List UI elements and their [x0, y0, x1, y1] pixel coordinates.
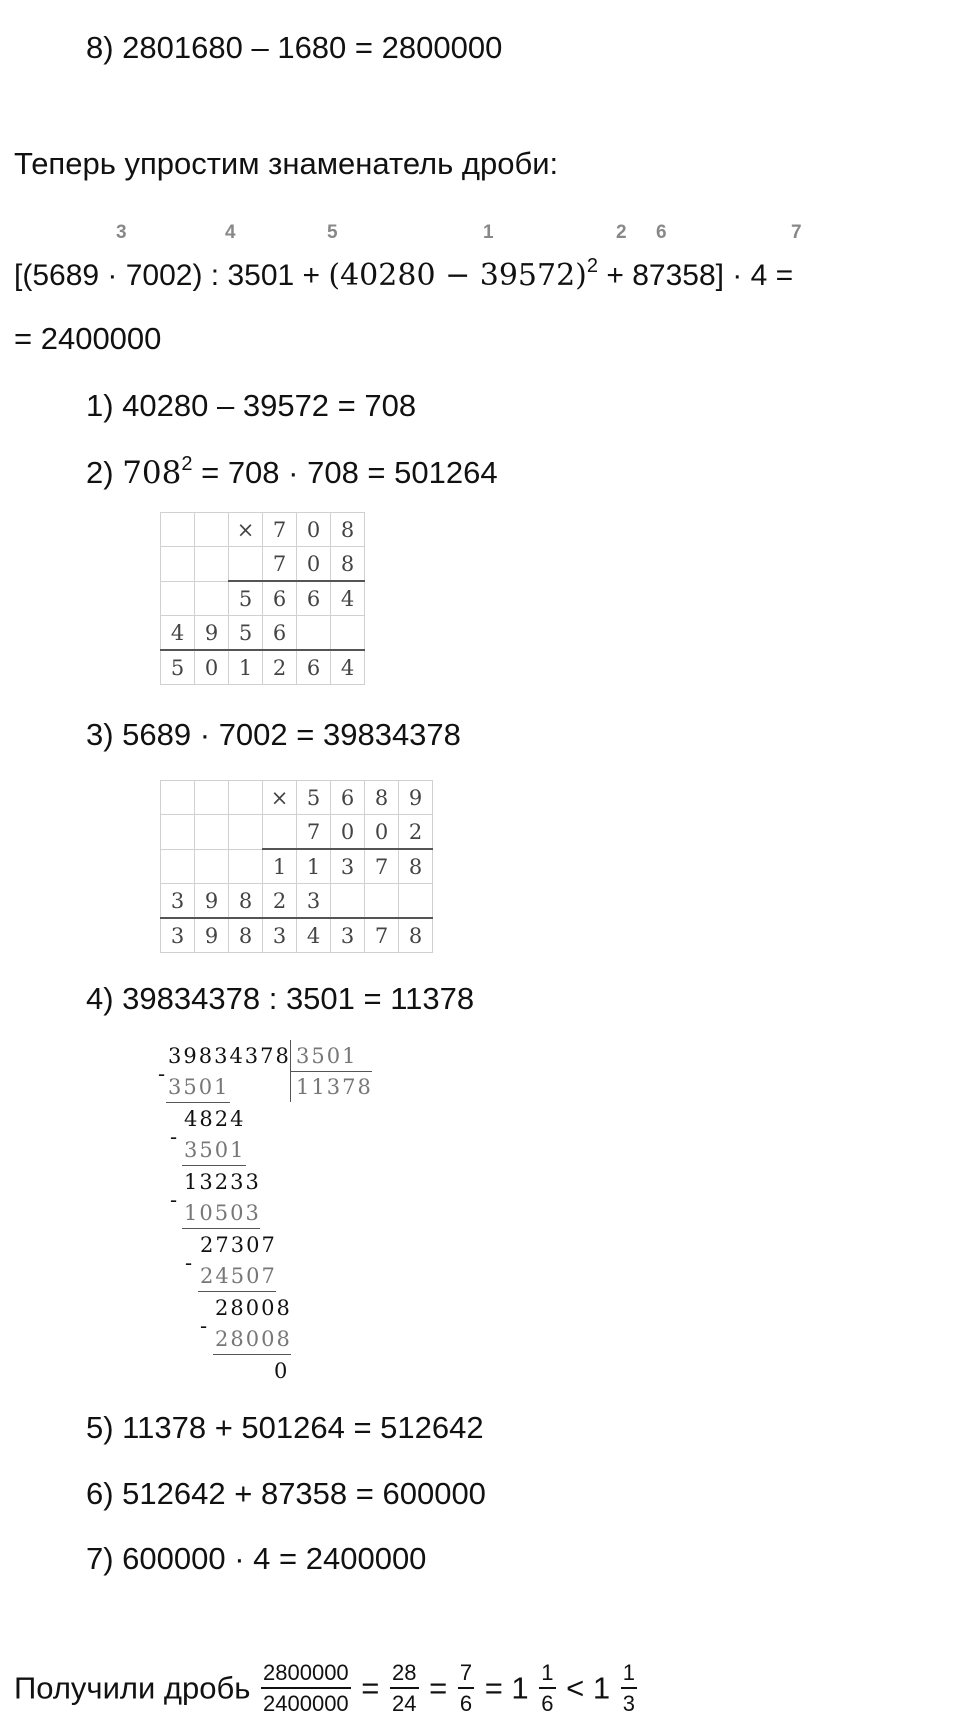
- order-mark: 1: [483, 222, 494, 243]
- grid-cell: 5: [229, 581, 263, 616]
- step-6: 6) 512642 + 87358 = 600000: [86, 1476, 486, 1511]
- minus-sign: -: [185, 1251, 195, 1275]
- order-mark: 2: [616, 222, 627, 243]
- minus-sign: -: [170, 1188, 180, 1212]
- final-result: Получили дробь $\frac{2800000}{2400000}$ = $\frac{28}{24}$ = $\frac{7}{6}$ = 1 $\frac{1}{6}$ < 1 $\frac{1}{3}$: [14, 1660, 635, 1716]
- grid-cell: 8: [365, 781, 399, 815]
- grid-cell: 0: [297, 547, 331, 582]
- remainder: 28008: [215, 1296, 292, 1320]
- grid-cell: [229, 815, 263, 850]
- step-3: 3) 5689 · 7002 = 39834378: [86, 717, 461, 752]
- section-intro: Теперь упростим знаменатель дроби:: [14, 146, 559, 181]
- step-7: 7) 600000 · 4 = 2400000: [86, 1541, 427, 1576]
- base: 708: [122, 455, 182, 491]
- step-5: 5) 11378 + 501264 = 512642: [86, 1410, 484, 1445]
- grid-cell: 3: [161, 918, 195, 953]
- grid-cell: [161, 513, 195, 547]
- grid-cell: [229, 547, 263, 582]
- grid-cell: 5: [161, 650, 195, 685]
- order-mark: 7: [791, 222, 802, 243]
- remainder: 4824: [184, 1107, 246, 1131]
- grid-cell: 7: [365, 918, 399, 953]
- subtrahend: 3501: [184, 1138, 246, 1162]
- fraction: $\frac{1}{6}$: [541, 1660, 554, 1716]
- grid-cell: [161, 815, 195, 850]
- grid-cell: 1: [263, 849, 297, 884]
- exponent: 2: [181, 453, 193, 475]
- grid-cell: 3: [331, 849, 365, 884]
- expr-part: (40280 − 39572): [328, 258, 587, 293]
- step-4: 4) 39834378 : 3501 = 11378: [86, 981, 475, 1016]
- grid-cell: [331, 616, 365, 651]
- grid-cell: 6: [297, 581, 331, 616]
- grid-cell: ×: [229, 513, 263, 547]
- grid-cell: ×: [263, 781, 297, 815]
- fraction: $\frac{28}{24}$: [392, 1660, 417, 1716]
- grid-row: [161, 513, 365, 547]
- order-mark: 4: [225, 222, 236, 243]
- grid-cell: [365, 884, 399, 919]
- remainder: 13233: [184, 1170, 261, 1194]
- subtrahend: 10503: [184, 1201, 261, 1225]
- grid-cell: 4: [161, 616, 195, 651]
- grid-row: [161, 547, 365, 582]
- remainder: 27307: [200, 1233, 277, 1257]
- subtrahend: 24507: [200, 1264, 277, 1288]
- underline: [166, 1102, 230, 1103]
- grid-cell: 3: [263, 918, 297, 953]
- grid-cell: 2: [263, 884, 297, 919]
- fraction: $\frac{1}{3}$: [622, 1660, 635, 1716]
- grid-cell: 9: [195, 616, 229, 651]
- grid-cell: 4: [331, 581, 365, 616]
- grid-row: [161, 918, 433, 953]
- grid-cell: [161, 849, 195, 884]
- grid-cell: 2: [263, 650, 297, 685]
- grid-cell: 8: [399, 918, 433, 953]
- grid-cell: 5: [297, 781, 331, 815]
- grid-cell: [195, 581, 229, 616]
- grid-cell: 8: [229, 884, 263, 919]
- dividend: 39834378: [168, 1044, 291, 1068]
- grid-cell: 6: [297, 650, 331, 685]
- subtrahend: 28008: [215, 1327, 292, 1351]
- grid-row: [161, 616, 365, 651]
- minus-sign: -: [170, 1125, 180, 1149]
- final-remainder: 0: [274, 1359, 290, 1383]
- grid-cell: [297, 616, 331, 651]
- grid-row: [161, 650, 365, 685]
- divisor: 3501: [296, 1044, 358, 1068]
- grid-cell: [195, 849, 229, 884]
- denominator-expression: [14, 256, 793, 291]
- grid-cell: 6: [331, 781, 365, 815]
- underline: [182, 1228, 260, 1229]
- grid-cell: 7: [365, 849, 399, 884]
- underline: [213, 1354, 291, 1355]
- underline: [198, 1291, 276, 1292]
- grid-cell: 1: [297, 849, 331, 884]
- grid-row: [161, 815, 433, 850]
- grid-cell: [229, 781, 263, 815]
- grid-cell: [161, 581, 195, 616]
- grid-cell: 6: [263, 581, 297, 616]
- order-mark: 3: [116, 222, 127, 243]
- grid-cell: 0: [195, 650, 229, 685]
- grid-cell: [195, 513, 229, 547]
- grid-row: [161, 581, 365, 616]
- grid-cell: 7: [263, 513, 297, 547]
- minus-sign: -: [200, 1314, 210, 1338]
- grid-row: [161, 884, 433, 919]
- grid-cell: 3: [331, 918, 365, 953]
- grid-row: [161, 781, 433, 815]
- grid-cell: 8: [331, 513, 365, 547]
- multiplication-grid-5689: [160, 780, 433, 953]
- exponent: 2: [586, 255, 599, 277]
- grid-cell: 0: [297, 513, 331, 547]
- grid-cell: 5: [229, 616, 263, 651]
- grid-cell: [399, 884, 433, 919]
- step-1: 1) 40280 – 39572 = 708: [86, 388, 417, 423]
- grid-cell: 3: [161, 884, 195, 919]
- minus-sign: -: [158, 1062, 168, 1086]
- grid-cell: 9: [399, 781, 433, 815]
- final-label: Получили дробь: [14, 1670, 260, 1706]
- grid-cell: 4: [297, 918, 331, 953]
- order-mark: 5: [327, 222, 338, 243]
- grid-cell: 8: [331, 547, 365, 582]
- grid-cell: 1: [229, 650, 263, 685]
- grid-cell: 2: [399, 815, 433, 850]
- expr-part: [(5689 · 7002) : 3501 +: [14, 259, 329, 292]
- grid-cell: 9: [195, 918, 229, 953]
- grid-cell: 8: [229, 918, 263, 953]
- grid-row: [161, 849, 433, 884]
- grid-cell: [161, 547, 195, 582]
- grid-cell: 7: [263, 547, 297, 582]
- step-2: 2) $708^2 = 708 \cdot 708 = 501264$: [86, 453, 498, 491]
- grid-cell: [195, 547, 229, 582]
- grid-cell: [263, 815, 297, 850]
- quotient: 11378: [296, 1075, 373, 1099]
- multiplication-grid-708: [160, 512, 365, 685]
- expression-result: = 2400000: [14, 321, 162, 356]
- grid-cell: [161, 781, 195, 815]
- expr-part: + 87358] · 4 =: [598, 259, 794, 292]
- grid-cell: 0: [331, 815, 365, 850]
- grid-cell: [195, 781, 229, 815]
- grid-cell: 6: [263, 616, 297, 651]
- grid-cell: 3: [297, 884, 331, 919]
- grid-cell: [195, 815, 229, 850]
- fraction: $\frac{7}{6}$: [459, 1660, 473, 1716]
- underline: [182, 1165, 246, 1166]
- grid-cell: 9: [195, 884, 229, 919]
- fraction: $\frac{2800000}{2400000}$: [263, 1660, 349, 1716]
- division-bar-horizontal: [290, 1071, 372, 1072]
- grid-cell: [331, 884, 365, 919]
- subtrahend: 3501: [168, 1075, 230, 1099]
- grid-cell: 0: [365, 815, 399, 850]
- order-mark: 6: [656, 222, 667, 243]
- step-8: 8) 2801680 – 1680 = 2800000: [86, 30, 503, 65]
- grid-cell: 7: [297, 815, 331, 850]
- grid-cell: 8: [399, 849, 433, 884]
- grid-cell: [229, 849, 263, 884]
- grid-cell: 4: [331, 650, 365, 685]
